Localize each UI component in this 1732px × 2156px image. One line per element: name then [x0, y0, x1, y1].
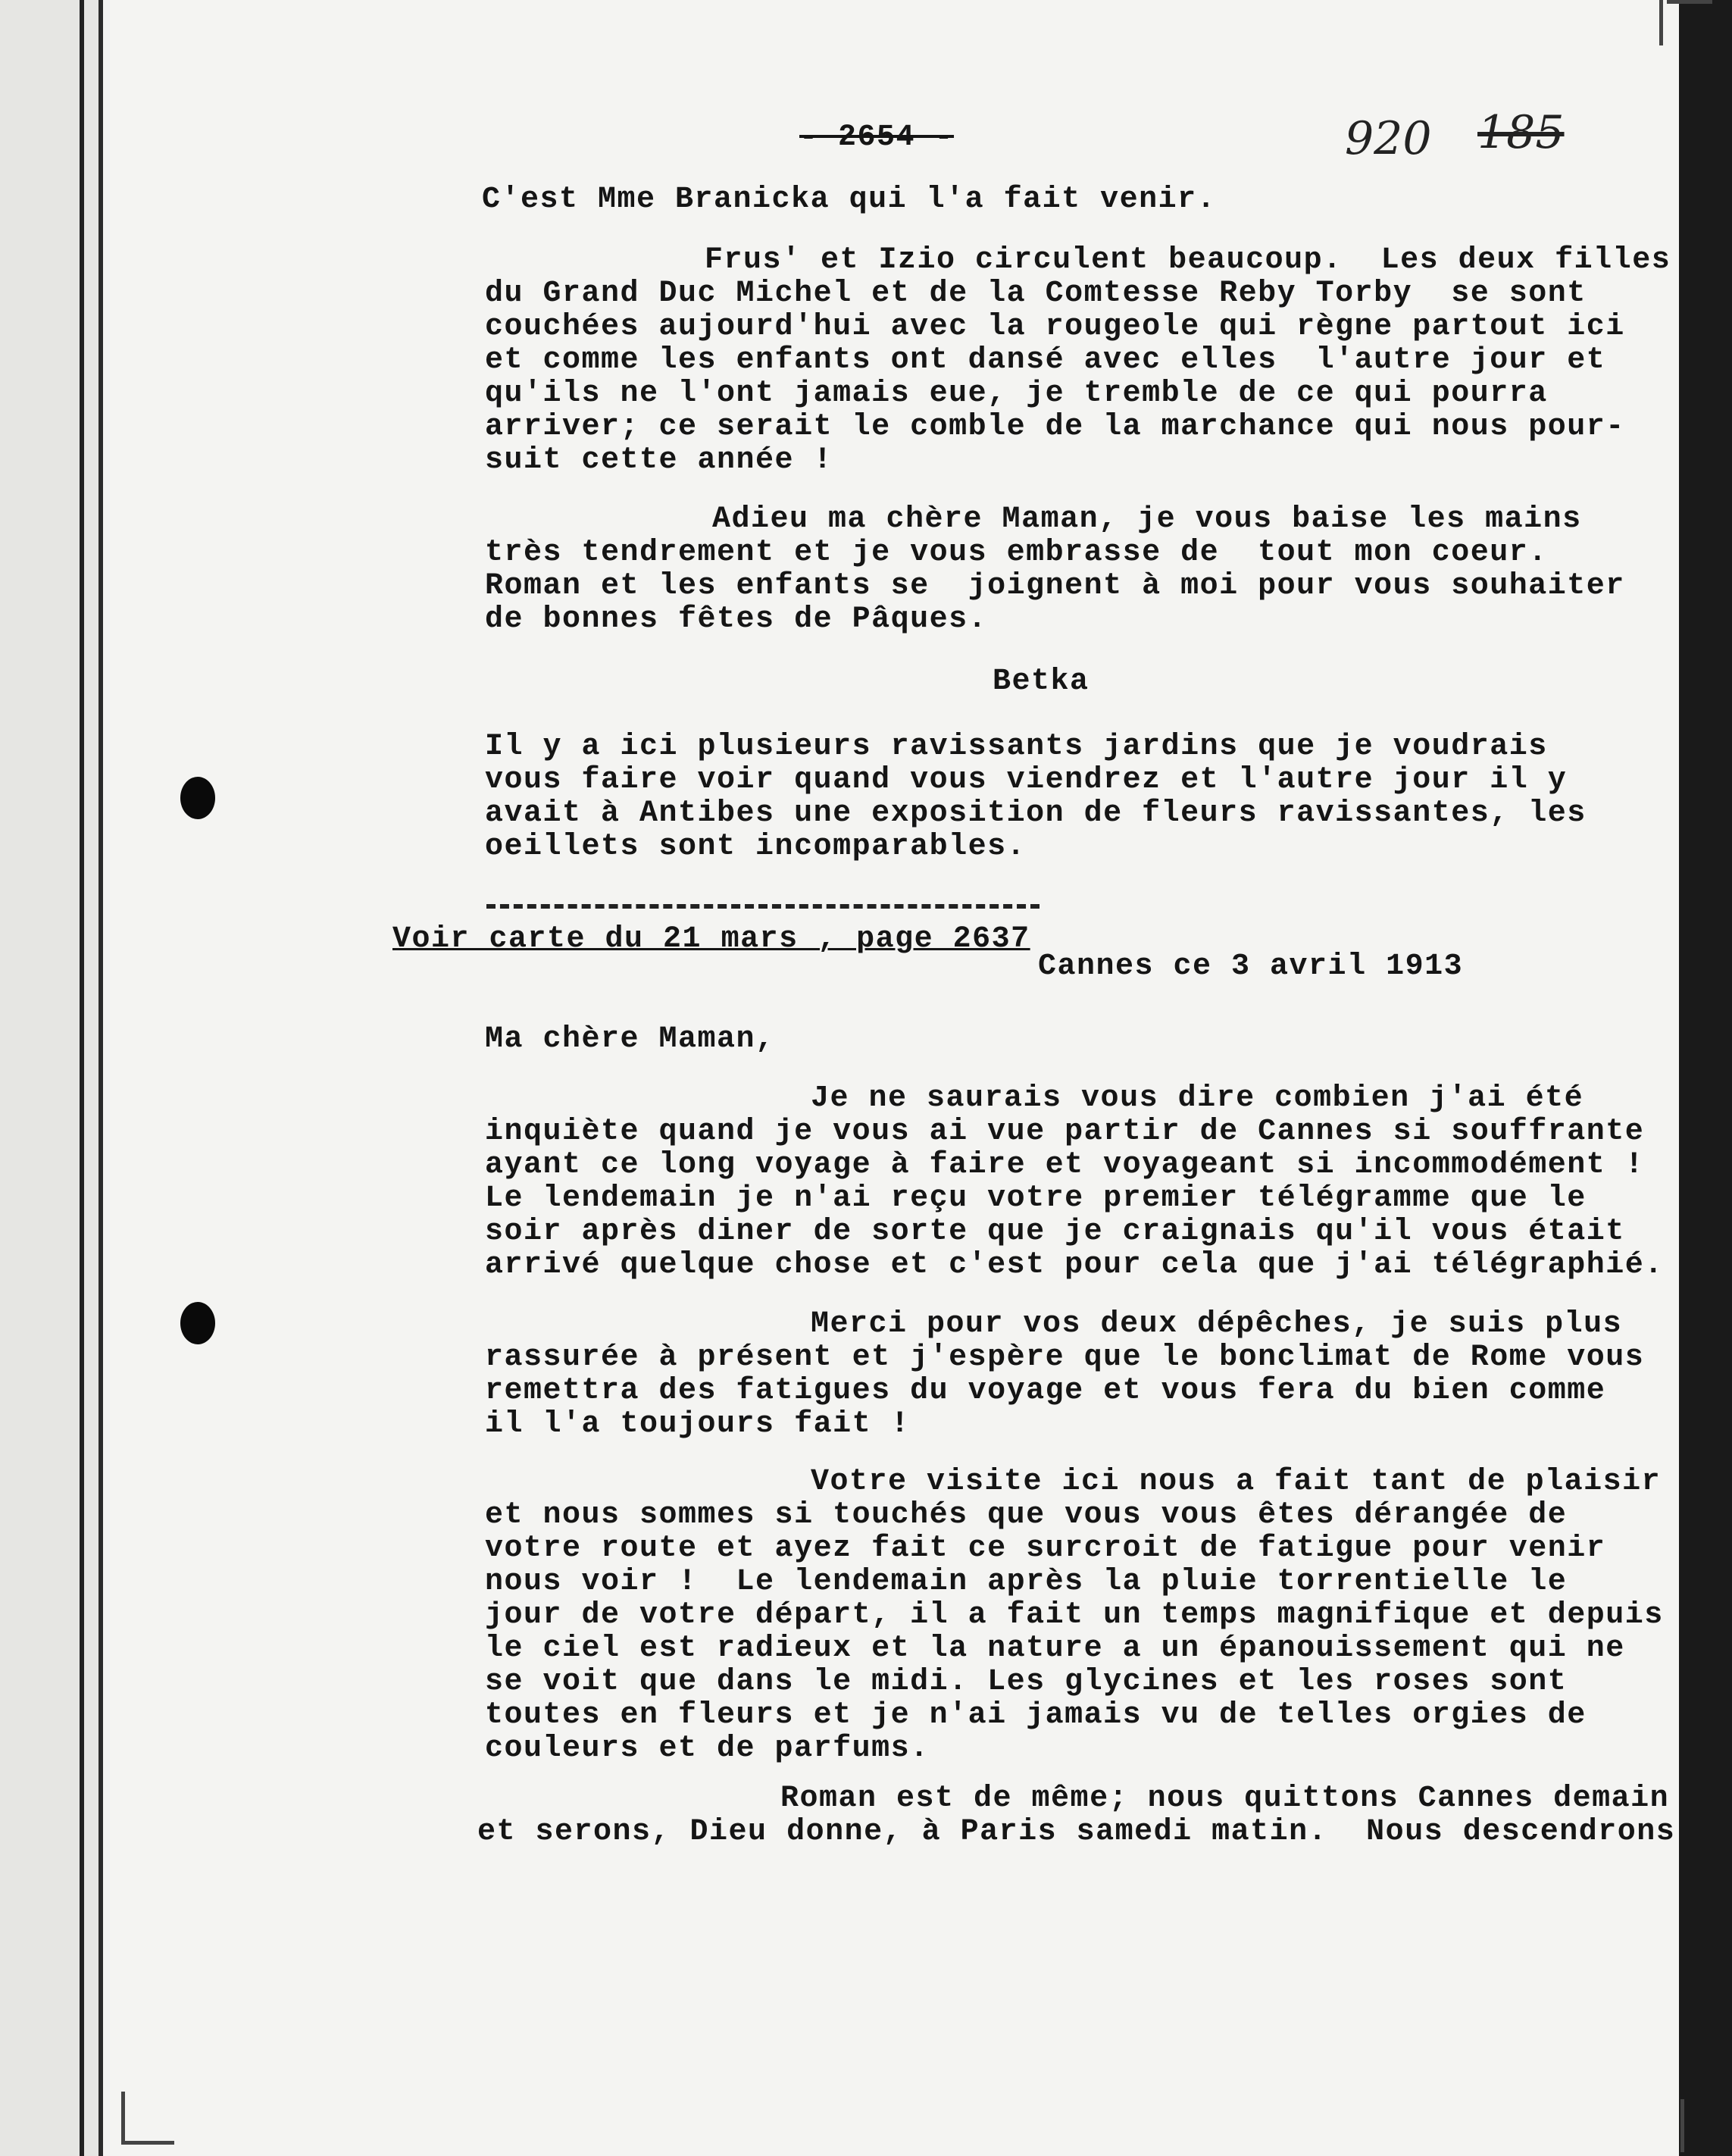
- punch-hole-bottom: [180, 1302, 215, 1344]
- text-line: Votre visite ici nous a fait tant de plaisir: [811, 1465, 1662, 1499]
- text-line: se voit que dans le midi. Les glycines et les roses sont: [485, 1665, 1568, 1699]
- letter1-postscript: [485, 731, 1667, 864]
- scan-edge-line: [80, 0, 84, 2156]
- corner-mark-top-right-h: [1667, 0, 1712, 4]
- text-line: Roman et les enfants se joignent à moi pour vous souhaiter: [485, 569, 1625, 603]
- text-line: votre route et ayez fait ce surcroit de fatigue pour venir: [485, 1532, 1606, 1566]
- letter2-paragraph-1: [485, 1082, 1667, 1282]
- text-line: Je ne saurais vous dire combien j'ai été: [811, 1081, 1584, 1116]
- corner-mark-top-right: [1659, 0, 1663, 45]
- text-line: de bonnes fêtes de Pâques.: [485, 602, 988, 637]
- corner-mark-bottom-right: [1680, 2099, 1684, 2152]
- corner-mark-bottom-left-h: [121, 2141, 174, 2145]
- text-line: avait à Antibes une exposition de fleurs ravissantes, les: [485, 796, 1587, 831]
- text-line: jour de votre départ, il a fait un temps magnifique et depuis: [485, 1598, 1664, 1632]
- text-line: couchées aujourd'hui avec la rougeole qui règne partout ici: [485, 310, 1625, 344]
- letter2-date-line: Cannes ce 3 avril 1913: [1038, 950, 1464, 984]
- letter-separator-rule: [486, 904, 1040, 909]
- letter2-salutation: Ma chère Maman,: [485, 1022, 775, 1056]
- text-line: Adieu ma chère Maman, je vous baise les mains: [712, 502, 1582, 537]
- text-line: ayant ce long voyage à faire et voyageant si incommodément !: [485, 1148, 1645, 1182]
- text-line: rassurée à présent et j'espère que le bonclimat de Rome vous: [485, 1341, 1645, 1375]
- text-line: et serons, Dieu donne, à Paris samedi matin. Nous descendrons: [477, 1815, 1676, 1849]
- text-line: oeillets sont incomparables.: [485, 830, 1027, 864]
- handwritten-page-number-2: 185: [1477, 106, 1565, 159]
- text-line: il l'a toujours fait !: [485, 1407, 911, 1441]
- corner-mark-bottom-left: [121, 2092, 125, 2145]
- letter1-intro-line: C'est Mme Branicka qui l'a fait venir.: [482, 183, 1217, 217]
- text-line: inquiète quand je vous ai vue partir de Cannes si souffrante: [485, 1115, 1645, 1149]
- letter2-paragraph-4: [477, 1782, 1676, 1849]
- text-line: et nous sommes si touchés que vous vous êtes dérangée de: [485, 1498, 1568, 1532]
- letter1-paragraph-2: [485, 503, 1667, 637]
- handwritten-page-number-1: 920: [1345, 112, 1432, 165]
- text-line: Roman est de même; nous quittons Cannes demain: [780, 1782, 1670, 1816]
- text-line: Le lendemain je n'ai reçu votre premier télégramme que le: [485, 1181, 1587, 1216]
- letter1-paragraph-1: [485, 243, 1671, 477]
- text-line: du Grand Duc Michel et de la Comtesse Reby Torby se sont: [485, 277, 1587, 311]
- text-line: remettra des fatigues du voyage et vous fera du bien comme: [485, 1374, 1606, 1408]
- text-line: toutes en fleurs et je n'ai jamais vu de telles orgies de: [485, 1698, 1587, 1732]
- text-line: suit cette année !: [485, 443, 833, 477]
- text-line: arrivé quelque chose et c'est pour cela que j'ai télégraphié.: [485, 1248, 1664, 1282]
- text-line: et comme les enfants ont dansé avec elles l'autre jour et: [485, 343, 1606, 377]
- text-line: couleurs et de parfums.: [485, 1732, 930, 1766]
- text-line: arriver; ce serait le comble de la marchance qui nous pour-: [485, 410, 1625, 444]
- letter2-paragraph-3: [485, 1466, 1667, 1766]
- text-line: Merci pour vos deux dépêches, je suis plus: [811, 1307, 1623, 1341]
- text-line: qu'ils ne l'ont jamais eue, je tremble de ce qui pourra: [485, 377, 1548, 411]
- letter2-paragraph-2: [485, 1308, 1667, 1441]
- page-number-struck: - 2654 -: [799, 120, 955, 155]
- text-line: soir après diner de sorte que je craignais qu'il vous était: [485, 1215, 1625, 1249]
- letter1-signature: Betka: [993, 665, 1090, 699]
- text-line: nous voir ! Le lendemain après la pluie torrentielle le: [485, 1565, 1568, 1599]
- text-line: Il y a ici plusieurs ravissants jardins que je voudrais: [485, 730, 1548, 764]
- text-line: vous faire voir quand vous viendrez et l'autre jour il y: [485, 763, 1568, 797]
- punch-hole-top: [180, 777, 215, 819]
- page-reference-note: Voir carte du 21 mars , page 2637: [392, 922, 1030, 956]
- text-line: très tendrement et je vous embrasse de tout mon coeur.: [485, 536, 1548, 570]
- text-line: le ciel est radieux et la nature a un épanouissement qui ne: [485, 1632, 1625, 1666]
- text-line: Frus' et Izio circulent beaucoup. Les deux filles: [705, 243, 1671, 277]
